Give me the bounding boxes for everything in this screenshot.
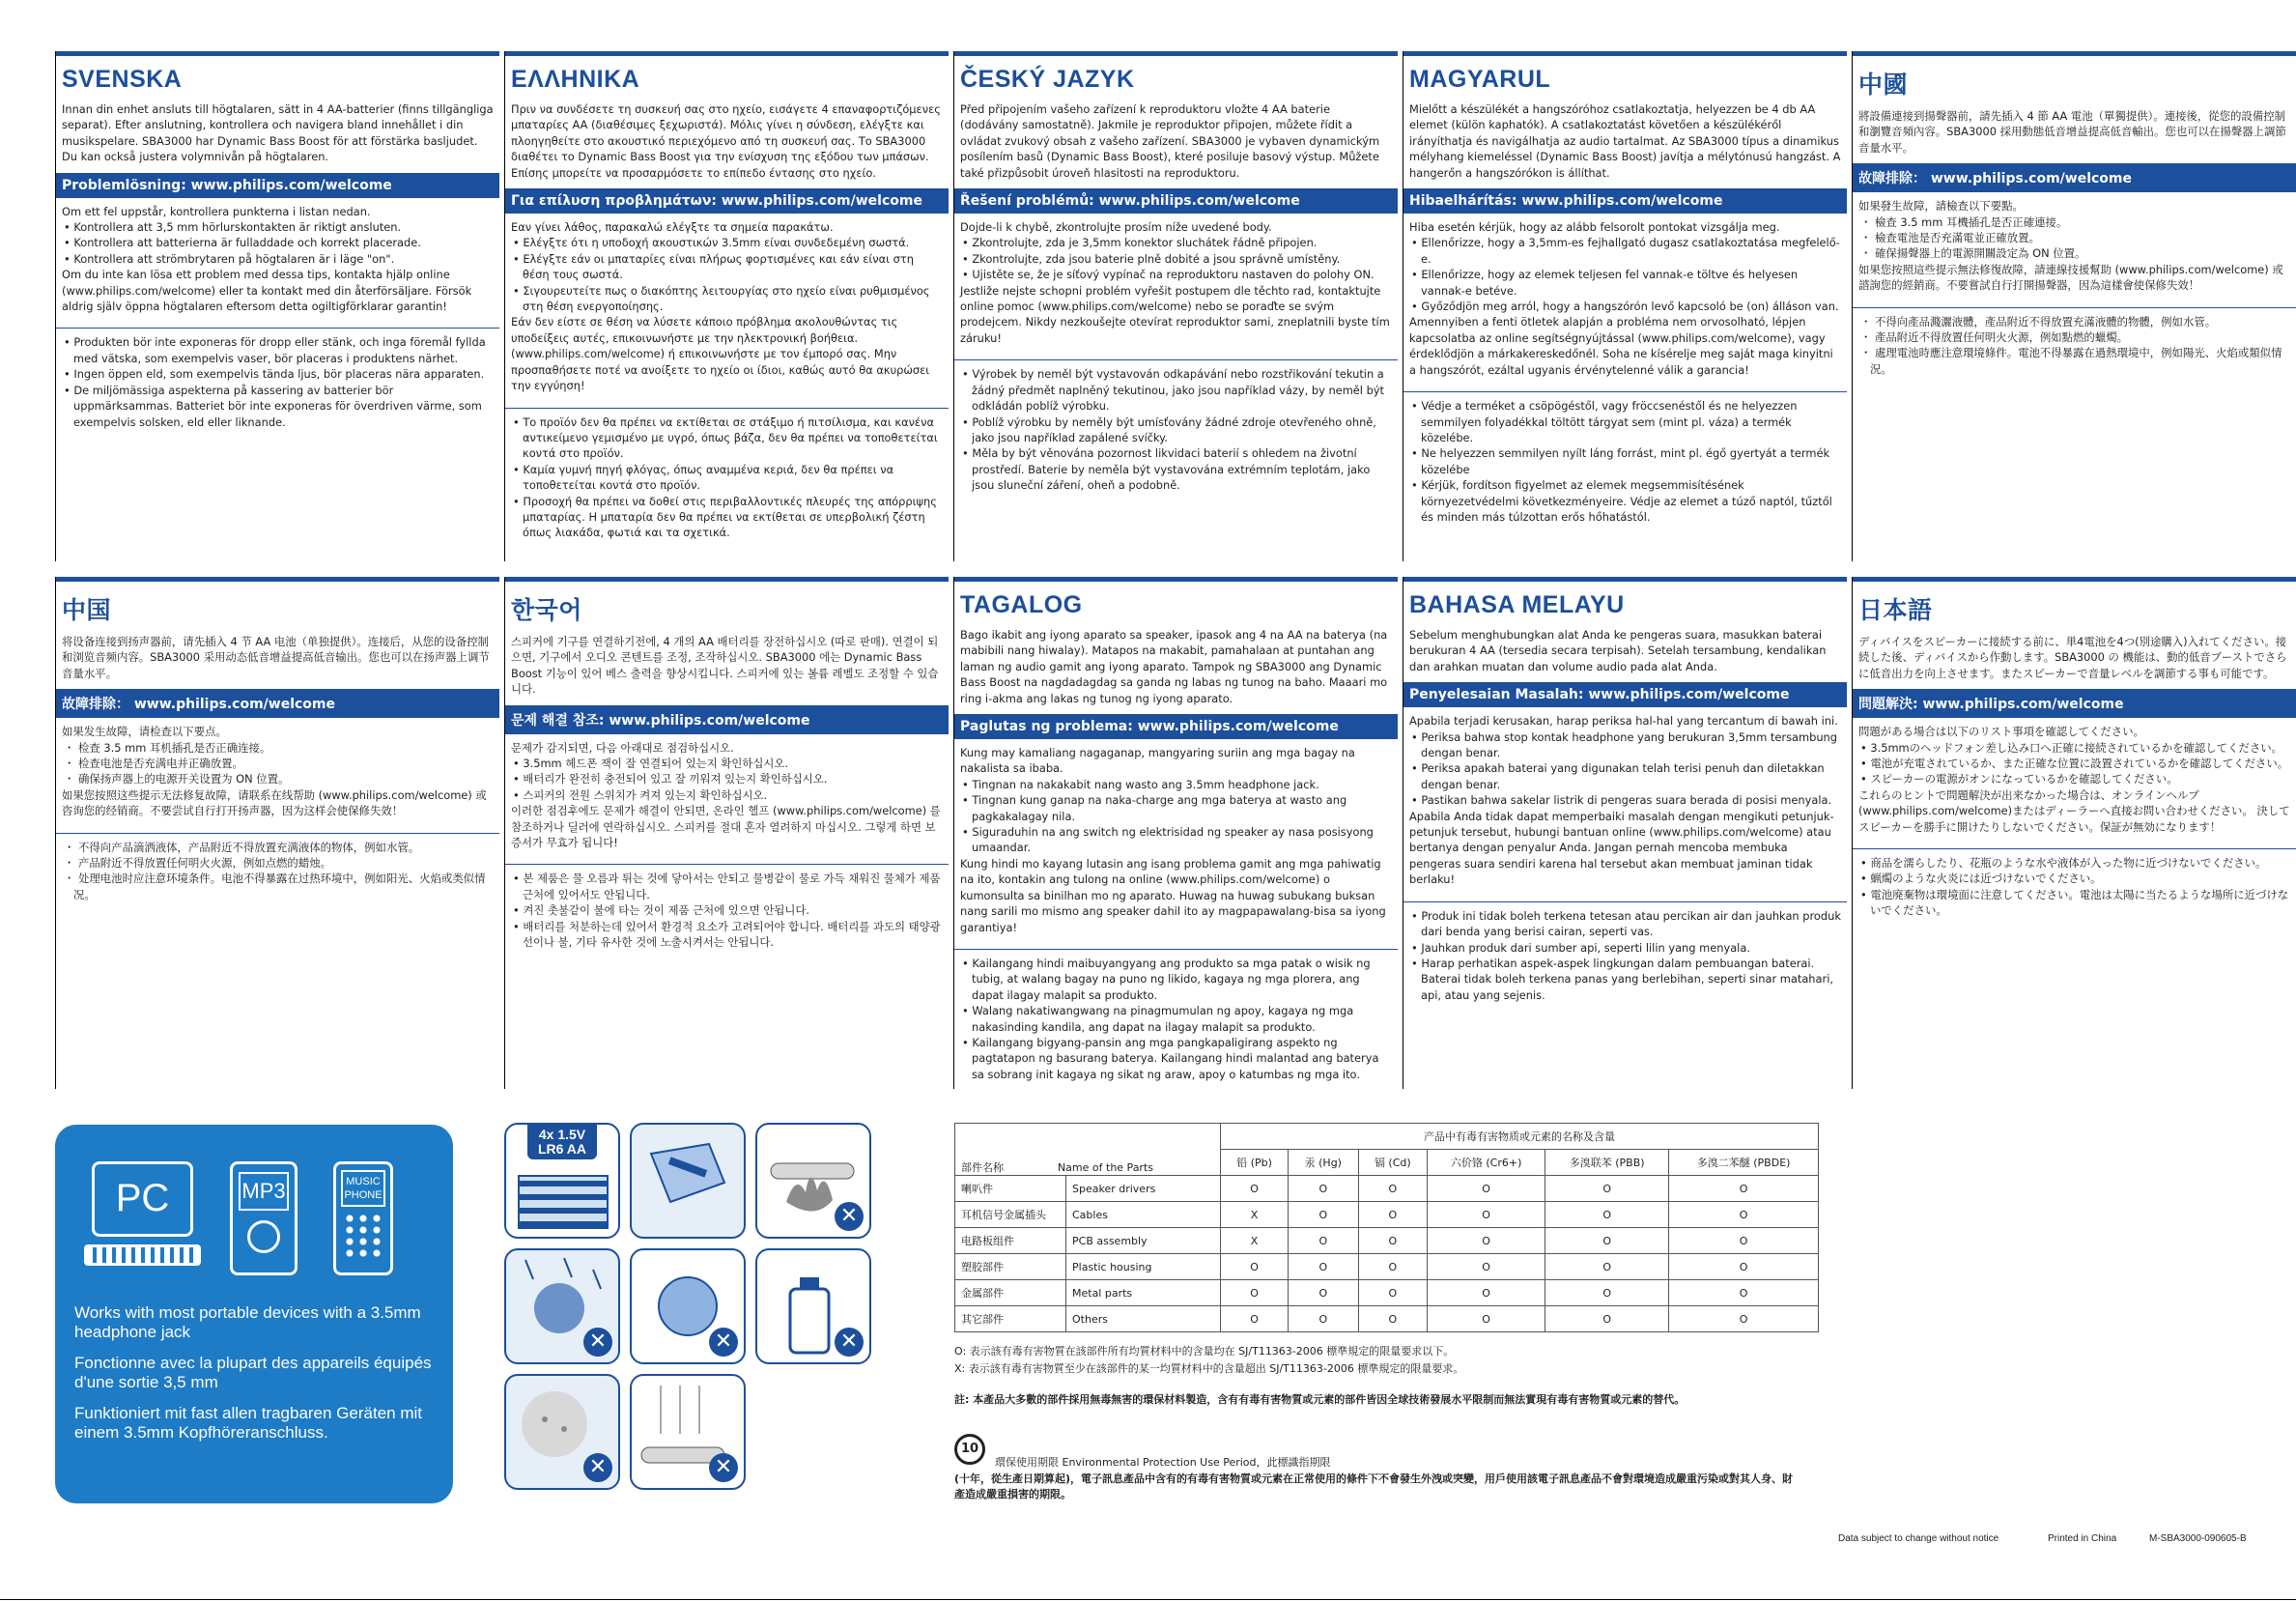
divider [954,949,1398,950]
cloth-tile [630,1123,746,1239]
divider [505,864,949,865]
section-svenska [55,51,499,561]
troubleshoot-body: Hiba esetén kérjük, hogy az alább felsorolt pontokat vizsgálja meg. • Ellenőrizze, hogy a 3,5mm-es fejhallgató dugasz csatlakoztatása megfelelő-e. • Ellenőrizze, hogy az elemek teljesen fel vannak-e töltve és helyesen vannak-e betéve. • Győződjön meg arról, hogy a hangszórón levő kapcsoló be (on) álláson van. Amennyiben a fenti ötletek alapján a probléma nem orvosolható, lépjen kapcsolatba az online segítségnyújtással (www.philips.com/welcome), vagy érdeklődjön a márkakereskedőnél. Soha ne kísérelje meg saját maga kinyitni a hangszórót, ezáltal ugyanis érvénytelenné válik a garancia! [1409,220,1840,377]
section-czech [953,51,1398,561]
epup-line-3: 產造成嚴重損害的期限。 [954,1488,1071,1501]
troubleshoot-band: Penyelesaian Masalah: www.philips.com/welcome [1403,682,1847,707]
troubleshoot-body: 문제가 감지되면, 다음 아래대로 점검하십시오. • 3.5mm 헤드폰 잭이 잘 연결되어 있는지 확인하십시오. • 배터리가 완전히 충전되어 있고 잘 끼워져 있는지 확인하십시오. • 스피커의 전원 스위치가 켜져 있는지 확인하십시오. 이러한 점검후에도 문제가 해결이 안되면, 온라인 헬프 (www.philips.com/welcome) 를 참조하거나 딜러에 연락하십시오. 스피커를 절대 혼자 열려하지 마십시오. 그렇게 하면 보증서가 무효가 됩니다! [511,740,941,850]
troubleshoot-band: Hibaelhárítás: www.philips.com/welcome [1403,188,1847,214]
table-row: 耳机信号金属插头 Cables X O O O O O [955,1202,1819,1228]
note-o: O: 表示該有毒有害物質在該部件所有均質材料中的含量均在 SJ/T11363-2006 標準規定的限量要求以下。 [954,1345,1455,1358]
section-intro: 將設備連接到揚聲器前，請先插入 4 節 AA 電池（單獨提供）。連接後，從您的設備控制和瀏覽音頻內容。SBA3000 採用動態低音增益提高低音輸出。您也可以在揚聲器上調節音量水平。 [1858,109,2286,155]
keyboard-icon [84,1244,201,1266]
troubleshoot-band: 問題解決: www.philips.com/welcome [1853,689,2296,718]
section-title: ΕΛΛΗΝΙΚΑ [511,66,640,93]
footer-printed: Printed in China [2048,1533,2117,1544]
troubleshoot-body: 如果发生故障，请检查以下要点。 ・ 检查 3.5 mm 耳机插孔是否正确连接。 ・ 检查电池是否充满电并正确放置。 ・ 确保扬声器上的电源开关设置为 ON 位置。 如果您按照这些提示无法修复故障，请联系在线帮助 (www.philips.com/welcome) 或咨询您的经销商。不要尝试自行打开扬声器，因为这样会使保修失效！ [62,725,487,818]
prohibited-icon: ✕ [583,1453,612,1482]
caution-list: • Kailangang hindi maibuyangyang ang produkto sa mga patak o wisik ng tubig, at walang bagay na puno ng likido, kagaya ng mga plorera, ang dapat ilagay malapit sa produkto. • Walang nakatiwangwang na pinagmumulan ng apoy, kagaya ng mga nakasinding kandila, ang dapat na ilagay malapit sa produkto. • Kailangang bigyang-pansin ang mga pangkapaligirang aspekto ng pagtatapon ng basurang baterya. Kailangang hindi malantad ang baterya sa sobrang init kagaya ng sikat ng araw, apoy o katumbas ng mga ito. [962,956,1379,1081]
section-korean [504,577,949,1089]
caution-list: • Produk ini tidak boleh terkena tetesan atau percikan air dan jauhkan produk dari benda yang berisi cairan, seperti vas. • Jauhkan produk dari sumber api, seperti lilin yang menyala. • Harap perhatikan aspek-aspek lingkungan dalam pembuangan baterai. Baterai tidak boleh terkena panas yang berlebihan, seperti sinar matahari, api, atau yang sejenis. [1411,908,1841,1002]
troubleshoot-band: Problemlösning: www.philips.com/welcome [56,173,499,198]
table-row: 喇叭件 Speaker drivers O O O O O O [955,1176,1819,1202]
divider [1403,391,1847,392]
section-title: BAHASA MELAYU [1409,591,1625,618]
troubleshoot-body: Om ett fel uppstår, kontrollera punkterna i listan nedan. • Kontrollera att 3,5 mm hörlurskontakten är riktigt ansluten. • Kontrollera att batterierna är fulladdade och korrekt placerade. • Kontrollera att strömbrytaren på högtalaren är i läge "on". Om du inte kan lösa ett problem med dessa tips, kontakta hjälp online (www.philips.com/welcome) eller ta kontakt med din återförsäljare. Försök aldrig själv öppna högtalaren eftersom detta ogiltigförklarar garantin! [62,204,472,314]
mp3-player-icon: MP3 [230,1161,298,1275]
section-intro: Innan din enhet ansluts till högtalaren, sätt in 4 AA-batterier (finns tillgängliga separat). Efter anslutning, kontrollera och navigera bland innehållet i din musikspelare. SBA3000 har Dynamic Bass Boost för att förstärka basljudet. Du kan också justera volymnivån på högtalaren. [62,102,494,164]
no-sun-tile [630,1248,746,1364]
no-drop-tile [630,1374,746,1490]
caution-list: • Produkten bör inte exponeras för dropp eller stänk, och inga föremål fyllda med vätska, som exempelvis vaser, bör placeras i produktens närhet. • Ingen öppen eld, som exempelvis tända ljus, bör placeras nära apparaten. • De miljömässiga aspekterna på kassering av batterier bör uppmärksammas. Batteriet bör inte exponeras för överdriven värme, som exempelvis solsken, eld eller liknande. [64,335,486,429]
troubleshoot-body: Εαν γίνει λάθος, παρακαλώ ελέγξτε τα σημεία παρακάτω. • Ελέγξτε ότι η υποδοχή ακουστικών 3.5mm είναι συνδεδεμένη σωστά. • Ελέγξτε εάν οι μπαταρίες είναι πλήρως φορτισμένες και εάν είναι στη θέση τους σωστά. • Σιγουρευτείτε πως ο διακόπτης λειτουργίας στο ηχείο είναι ρυθμισμένος στη θέση ενεργοποίησης. Εάν δεν είστε σε θέση να λύσετε κάποιο πρόβλημα ακολουθώντας τις υποδείξεις αυτές, επικοινωνήστε με την ηλεκτρονική βοήθεια. (www.philips.com/welcome) ή επικοινωνήστε με τον έμπορό σας. Μην προσπαθήσετε ποτέ να ανοίξετε το ηχείο οι ίδιοι, καθώς αυτό θα ακυρώσει την εγγύηση! [511,220,930,393]
prohibited-icon: ✕ [835,1202,864,1231]
section-intro: Mielőtt a készülékét a hangszóróhoz csatlakoztatja, helyezzen be 4 db AA elemet (külön kaphatók). A csatlakoztatást követően a készülékéről irányíthatja és navigálhatja az audio tartalmat. Az SBA3000 típus a dinamikus mélyhang kiemeléssel (Dynamic Bass Boost) javítja a mélytónusú hangzást. A hangerőn a hangszórókon is állíthat. [1409,102,1841,180]
table-row: 电路板组件 PCB assembly X O O O O O [955,1228,1819,1254]
note-x: X: 表示該有毒有害物質至少在該部件的某一均質材料中的含量超出 SJ/T11363-2006 標準規定的限量要求。 [954,1362,1464,1375]
section-trad-chinese [1852,51,2296,561]
troubleshoot-band: Řešení problémů: www.philips.com/welcome [954,188,1398,214]
troubleshoot-body: 如果發生故障，請檢查以下要點。 ・ 檢查 3.5 mm 耳機插孔是否正確連接。 ・ 檢查電池是否充滿電並正確放置。 ・ 確保揚聲器上的電源開關設定為 ON 位置。 如果您按照這些提示無法修復故障，請連線技援幫助 (www.philips.com/welcome) 或諮詢您的經銷商。不要嘗試自行打開揚聲器，因為這樣會使保修失效！ [1858,199,2283,293]
section-hungarian [1403,51,1847,561]
section-malay [1403,577,1847,1089]
epup-10-icon: 10 [954,1434,985,1465]
battery-icon [518,1175,609,1229]
music-phone-icon: MUSIC PHONE [333,1161,393,1275]
prohibited-icon: ✕ [709,1453,738,1482]
cleaning-cloth-icon [632,1125,744,1237]
section-greek [504,51,949,561]
section-simp-chinese [55,577,499,1089]
troubleshoot-band: 故障排除： www.philips.com/welcome [1853,163,2296,192]
section-intro: 将设备连接到扬声器前，请先插入 4 节 AA 电池（单独提供）。连接后，从您的设备控制和浏览音频内容。SBA3000 采用动态低音增益提高低音输出。您也可以在扬声器上调节音量水平。 [62,635,490,680]
hazardous-substances-table: 部件名称 Name of the Parts 产品中有毒有害物质或元素的名称及含量 铅 (Pb) 汞 (Hg) 镉 (Cd) 六价铬 (Cr6+) 多溴联苯 (PBB) 多溴二苯醚 (PBDE) 喇叭件 Speaker drivers O O O O O O 耳机信号金属插头 Cables X O O O O O 电路板组件 PCB assembly X O O O O O 塑胶部件 Plastic housing O O O O O O 金属部件 Metal parts O O O O O O 其它部件 Others O O O O O O [954,1123,1819,1332]
caution-list: • Védje a terméket a csöpögéstől, vagy fröccsenéstől és ne helyezzen semmilyen folyadékkal töltött tárgyat sem (mint pl. váza) a termék közelébe. • Ne helyezzen semmilyen nyílt láng forrást, mint pl. égő gyertyát a termék közelébe • Kérjük, fordítson figyelmet az elemek megsemmisítésének környezetvédelmi következményeire. Védje az elemet a túző naptól, tűztől és minden más túlzottan erős hőhatástól. [1411,399,1832,524]
divider [1853,307,2296,308]
section-title: 中國 [1858,71,1909,99]
compatibility-text: Works with most portable devices with a 3.5mm headphone jack Fonctionne avec la plupart des appareils équipés d'une sortie 3,5 mm Funktioniert mit fast allen tragbaren Geräten mit einem 3.5mm Kopfhöreranschluss. [74,1303,432,1442]
divider [954,359,1398,360]
pc-icon: PC [92,1161,193,1237]
caution-list: • Το προϊόν δεν θα πρέπει να εκτίθεται σε στάξιμο ή πιτσίλισμα, και κανένα αντικείμενο γεμισμένο με υγρό, όπως βάζα, δεν θα πρέπει να τοποθετείται κοντά στο προϊόν. • Καμία γυμνή πηγή φλόγας, όπως αναμμένα κεριά, δεν θα πρέπει να τοποθετείται κοντά στο προϊόν. • Προσοχή θα πρέπει να δοθεί στις περιβαλλοντικές πλευρές της απόρριψης μπαταρίας. Η μπαταρία δεν θα πρέπει να εκτίθεται σε υπερβολική ζέστη όπως λιακάδα, φωτιά και τα σχετικά. [513,415,938,540]
caution-list: ・ 不得向產品濺灑液體，產品附近不得放置充滿液體的物體，例如水管。 ・ 產品附近不得放置任何明火火源，例如點燃的蠟燭。 ・ 處理電池時應注意環境條件。電池不得暴露在過熱環境中，例如陽光、火焰或類似情況。 [1860,314,2282,376]
section-japanese [1852,577,2296,1089]
section-title: SVENSKA [62,66,183,93]
section-intro: Sebelum menghubungkan alat Anda ke pengeras suara, masukkan baterai berukuran 4 AA (tersedia secara terpisah). Setelah tersambung, kendalikan dan arahkan muatan dan volume audio pada alat Anda. [1409,628,1827,673]
table-row: 塑胶部件 Plastic housing O O O O O O [955,1254,1819,1280]
no-spray-tile [755,1248,871,1364]
caution-list: ・ 不得向产品滴洒液体，产品附近不得放置充满液体的物体，例如水管。 ・ 产品附近不得放置任何明火火源，例如点燃的蜡烛。 ・ 处理电池时应注意环境条件。电池不得暴露在过热环境中，例如阳光、火焰或类似情况。 [64,840,486,901]
divider [505,408,949,409]
battery-tile: 4x 1.5V LR6 AA [504,1123,620,1239]
troubleshoot-band: 문제 해결 참조: www.philips.com/welcome [505,705,949,734]
section-title: 日本語 [1858,597,1933,624]
no-heat-tile [755,1123,871,1239]
section-intro: ディバイスをスピーカーに接続する前に、単4電池を4つ(別途購入)入れてください。接続した後、ディバイスから作動します。SBA3000 の 機能は、動的低音ブーストでさらに低音出力を向上させます。またスピーカーで音量レベルを調節する事も可能です。 [1858,635,2287,680]
caution-list: • 본 제품은 물 오름과 튀는 것에 닿아서는 안되고 물병같이 물로 가득 채워진 물체가 제품 근처에 있어서도 안됩니다. • 켜진 촛불같이 불에 타는 것이 제품 근처에 있으면 안됩니다. • 배터리를 처분하는데 있어서 환경적 요소가 고려되어야 합니다. 배터리를 과도의 태양광선이나 불, 기타 유사한 것에 노출시켜서는 안됩니다. [513,872,941,950]
epup-line-2: (十年，從生產日期算起)，電子訊息產品中含有的有毒有害物質或元素在正常使用的條件下不會發生外洩或突變，用戶使用該電子訊息產品不會對環境造成嚴重污染或對其人身、財 [954,1472,1794,1485]
note-main: 註: 本產品大多數的部件採用無毒無害的環保材料製造，含有有毒有害物質或元素的部件皆因全球技術發展水平限制而無法實現有毒有害物質或元素的替代。 [954,1393,1686,1406]
compatibility-panel [55,1125,453,1503]
epup-line-1: 環保使用期限 Environmental Protection Use Period，此標識指期限 [995,1456,1331,1469]
caution-list: • 商品を濡らしたり、花瓶のような水や液体が入った物に近づけないでください。 • 蝋燭のような火炎には近づけないでください。 • 電池廃棄物は環境面に注意してください。電池は太陽に当たるような場所に近づけないでください。 [1860,856,2289,918]
section-title: 中国 [62,597,112,624]
section-tagalog [953,577,1398,1089]
divider [56,328,499,329]
section-title: ČESKÝ JAZYK [960,66,1135,93]
troubleshoot-body: Apabila terjadi kerusakan, harap periksa hal-hal yang tercantum di bawah ini. • Periksa bahwa stop kontak headphone yang berukuran 3,5mm tersambung dengan benar. • Periksa apakah baterai yang digunakan telah terisi penuh dan diletakkan dengan benar. • Pastikan bahwa sakelar listrik di pengeras suara berada di posisi menyala. Apabila Anda tidak dapat memperbaiki masalah dengan mengikuti petunjuk-petunjuk tersebut, hubungi bantuan online (www.philips.com/welcome) atau bertanya dengan penyalur Anda. Jangan pernah mencoba membuka pengeras suara sendiri karena hal tersebut akan membuat jaminan tidak berlaku! [1409,714,1838,887]
section-intro: Πριν να συνδέσετε τη συσκευή σας στο ηχείο, εισάγετε 4 επαναφορτιζόμενες μπαταρίες AA (διαθέσιμες ξεχωριστά). Μόλις γίνει η σύνδεση, ελέγξτε και πλοηγηθείτε στο ακουστικό περιεχόμενο από τη συσκευή σας. Το SBA3000 διαθέτει το Dynamic Bass Boost για την ενίσχυση της εξόδου των μπάσων. Επίσης μπορείτε να προσαρμόσετε το επίπεδο έντασης στο ηχείο. [511,102,941,180]
footer-disclaimer: Data subject to change without notice [1838,1533,1999,1544]
prohibited-icon: ✕ [709,1328,738,1357]
section-intro: Bago ikabit ang iyong aparato sa speaker, ipasok ang 4 na AA na baterya (na mabibili nang hiwalay). Matapos na makabit, pamahalaan at puntahan ang laman ng audio gamit ang iyong aparato. Tampok ng SBA3000 ang Dynamic Bass Boost na nagdadagdag sa ganda ng labas ng tunog na baho. Maaari mo ring i-akma ang lakas ng tunog ng iyong aparato. [960,628,1388,705]
section-intro: Před připojením vašeho zařízení k reproduktoru vložte 4 AA baterie (dodávány samostatně). Jakmile je reproduktor připojen, můžete řídit a ovládat zvukový obsah z vašeho zařízení. SBA3000 je vybaven dynamickým posílením basů (Dynamic Bass Boost), které posiluje basový výstup. Můžete také přizpůsobit úroveň hlasitosti na reproduktoru. [960,102,1380,180]
prohibited-icon: ✕ [583,1328,612,1357]
table-row: 其它部件 Others O O O O O O [955,1306,1819,1332]
section-title: TAGALOG [960,591,1083,618]
no-water-tile [504,1248,620,1364]
section-title: 한국어 [511,597,582,624]
troubleshoot-band: Για επίλυση προβλημάτων: www.philips.com/welcome [505,188,949,214]
troubleshoot-band: 故障排除： www.philips.com/welcome [56,689,499,718]
troubleshoot-body: Dojde-li k chybě, zkontrolujte prosím níže uvedené body. • Zkontrolujte, zda je 3,5mm konektor sluchátek řádně připojen. • Zkontrolujte, zda jsou baterie plně dobité a jsou správně umístěny. • Ujistěte se, že je síťový vypínač na reproduktoru nastaven do polohy ON. Jestliže nejste schopni problém vyřešit postupem dle těchto rad, kontaktujte online pomoc (www.philips.com/welcome) nebo se poraďte se svým prodejcem. Nikdy nezkoušejte otevírat reproduktor sami, zneplatnili byste tím záruku! [960,220,1390,345]
troubleshoot-body: 問題がある場合は以下のリスト事項を確認してください。 • 3.5mmのヘッドフォン差し込み口へ正確に接続されているかを確認してください。 • 電池が充電されているか、また正確な位置に設置されているかを確認してください。 • スピーカーの電源がオンになっているかを確認してください。 これらのヒントで問題解決が出来なかった場合は、オンラインヘルプ(www.philips.com/welcome)またはディーラーへ直接お問い合わせください。 決してスピーカーを勝手に開けたりしないでください。保証が無効になります！ [1858,725,2290,834]
prohibited-icon: ✕ [835,1328,864,1357]
caution-list: • Výrobek by neměl být vystavován odkapávání nebo rozstřikování tekutin a žádný předmět naplněný tekutinou, jako jsou například vázy, by neměl být odkládán poblíž výrobku. • Poblíž výrobku by neměly být umísťovány žádné zdroje otevřeného ohně, jako jsou například zapálené svíčky. • Měla by být věnována pozornost likvidaci baterií s ohledem na životní prostředí. Baterie by neměla být vystavována extrémním teplotám, jako jsou sluneční záření, oheň a podobně. [962,367,1385,493]
divider [1403,901,1847,902]
section-title: MAGYARUL [1409,66,1551,93]
section-intro: 스피커에 기구를 연결하기전에, 4 개의 AA 배터리를 장전하십시오 (따로 판매). 연결이 되으면, 기구에서 오디오 콘텐트를 조정, 조작하십시오. SBA3000 에는 Dynamic Bass Boost 기능이 있어 베스 출력을 향상시킵니다. 스피커에 있는 볼륨 레벨도 조정할 수 있습니다. [511,635,939,697]
troubleshoot-body: Kung may kamaliang nagaganap, mangyaring suriin ang mga bagay na nakalista sa ibaba. • Tingnan na nakakabit nang wasto ang 3.5mm headphone jack. • Tingnan kung ganap na naka-charge ang mga baterya at wasto ang pagkakalagay nila. • Siguraduhin na ang switch ng elektrisidad ng speaker ay nasa posisyong umaandar. Kung hindi mo kayang lutasin ang isang problema gamit ang mga pahiwatig na ito, kontakin ang tulong na online (www.philips.com/welcome) o kumonsulta sa binilhan mo ng aparato. Huwag na huwag subukang buksan nang sarili mo mismo ang speaker dahil ito ay magpapawalang-bisa sa iyong garantiya! [960,746,1386,934]
footer-code: M-SBA3000-090605-B [2149,1533,2247,1544]
bottom-rule [0,1599,2296,1600]
table-row: 金属部件 Metal parts O O O O O O [955,1280,1819,1306]
divider [56,833,499,834]
troubleshoot-band: Paglutas ng problema: www.philips.com/welcome [954,714,1398,739]
no-dust-tile [504,1374,620,1490]
divider [1853,848,2296,849]
